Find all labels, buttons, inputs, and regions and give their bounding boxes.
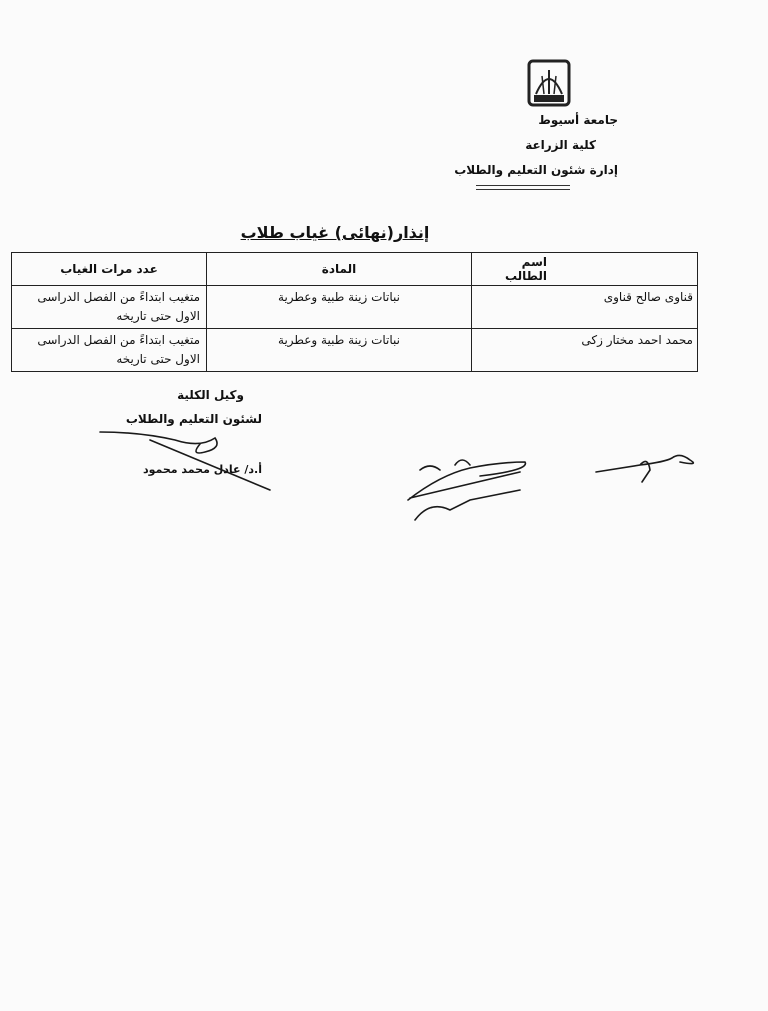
table-header-row (12, 253, 698, 286)
table-row (12, 329, 698, 372)
university-name: جامعة أسيوط (538, 113, 618, 127)
header-divider (476, 185, 570, 190)
signatory-title: وكيل الكلية (177, 388, 244, 402)
table-row (12, 286, 698, 329)
absence-count: متغيب ابتداءً من الفصل الدراسى الاول حتى تاريخه (12, 286, 207, 329)
faculty-name: كلية الزراعة (525, 138, 596, 152)
document-title: إنذار(نهائى) غياب طلاب (240, 223, 430, 242)
university-logo-icon (526, 58, 572, 108)
signature-block (102, 383, 262, 476)
signatory-department: لشئون التعليم والطلاب (125, 412, 262, 426)
letterhead (418, 108, 618, 183)
column-header-subject: المادة (207, 253, 472, 286)
department-name: إدارة شئون التعليم والطلاب (454, 163, 618, 177)
signatory-name: أ.د/ عادل محمد محمود (142, 463, 262, 476)
student-name: قناوى صالح قناوى (472, 286, 698, 329)
signature-right (596, 455, 693, 482)
student-name: محمد احمد مختار زكى (472, 329, 698, 372)
subject-name: نباتات زينة طبية وعطرية (207, 329, 472, 372)
absence-count: متغيب ابتداءً من الفصل الدراسى الاول حتى تاريخه (12, 329, 207, 372)
absence-table (11, 252, 698, 372)
column-header-student: اسم الطالب (472, 253, 698, 286)
signature-middle (408, 460, 525, 520)
column-header-absence: عدد مرات الغياب (12, 253, 207, 286)
subject-name: نباتات زينة طبية وعطرية (207, 286, 472, 329)
